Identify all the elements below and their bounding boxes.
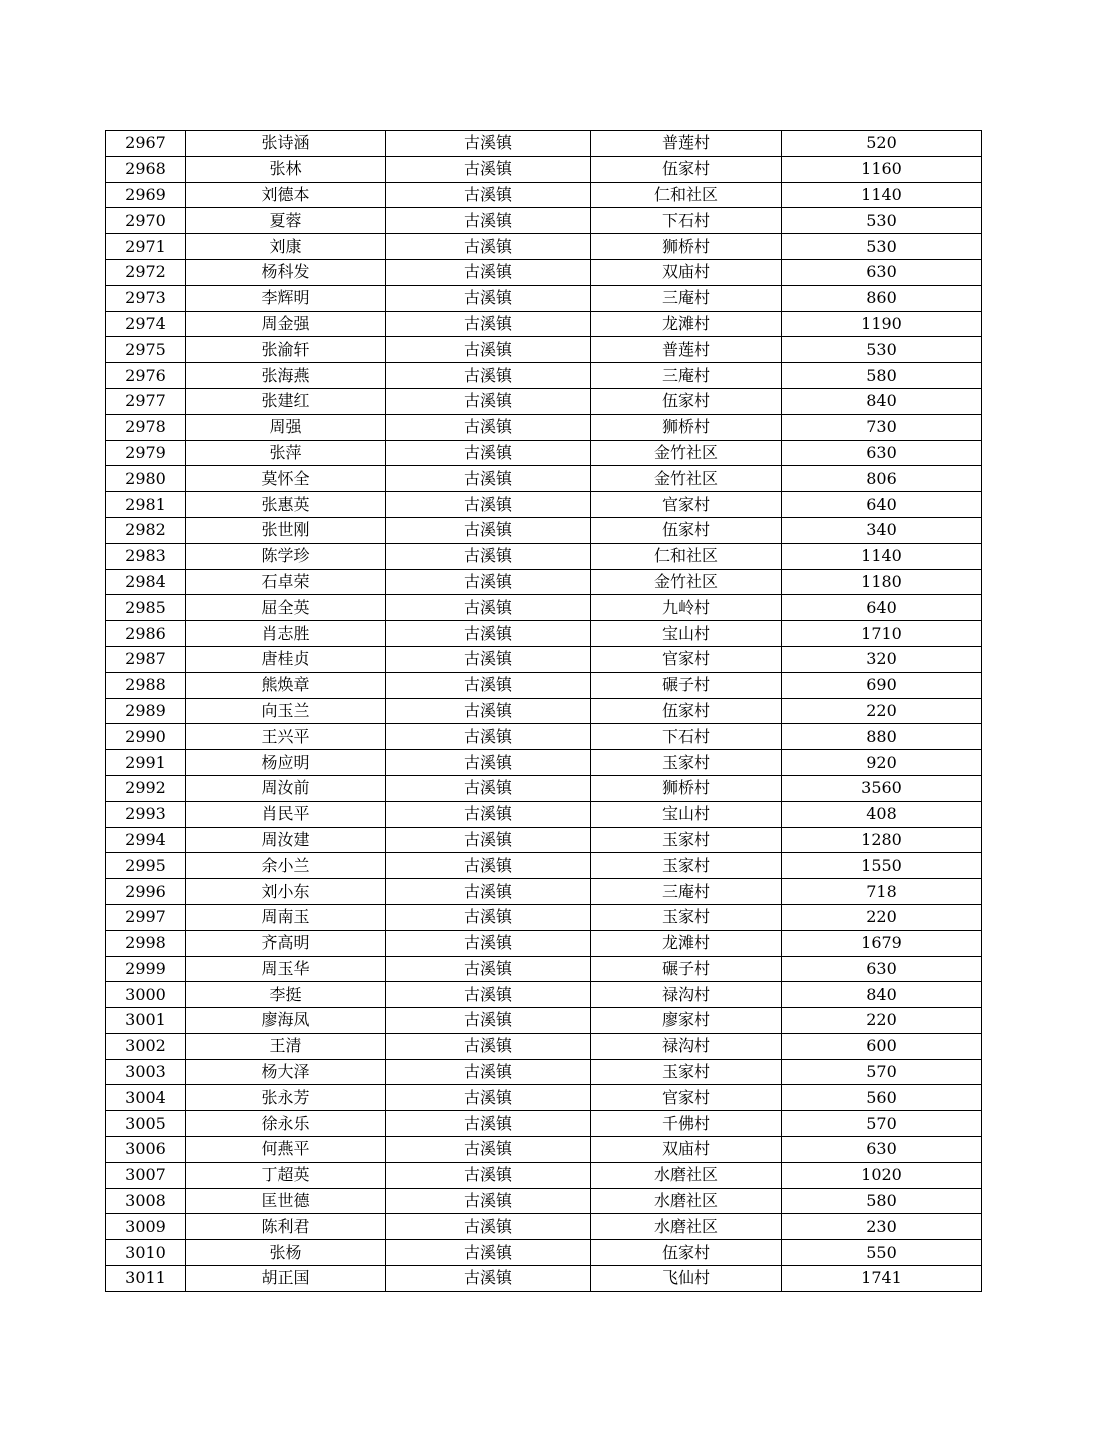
table-row [106, 337, 982, 363]
cell-name: 夏蓉 [186, 208, 386, 234]
cell-number: 2976 [106, 363, 186, 389]
cell-number: 2975 [106, 337, 186, 363]
cell-name: 张杨 [186, 1240, 386, 1266]
cell-town: 古溪镇 [386, 285, 591, 311]
cell-village: 金竹社区 [591, 466, 782, 492]
cell-name: 王清 [186, 1033, 386, 1059]
cell-village: 水磨社区 [591, 1214, 782, 1240]
cell-town: 古溪镇 [386, 595, 591, 621]
cell-amount: 570 [782, 1059, 982, 1085]
cell-number: 2990 [106, 724, 186, 750]
cell-village: 官家村 [591, 646, 782, 672]
cell-town: 古溪镇 [386, 311, 591, 337]
cell-name: 徐永乐 [186, 1111, 386, 1137]
table-row [106, 543, 982, 569]
cell-village: 普莲村 [591, 337, 782, 363]
table-row [106, 1188, 982, 1214]
cell-amount: 718 [782, 879, 982, 905]
table-row [106, 1137, 982, 1163]
cell-amount: 320 [782, 646, 982, 672]
cell-town: 古溪镇 [386, 853, 591, 879]
cell-name: 胡正国 [186, 1266, 386, 1292]
table-row [106, 1214, 982, 1240]
cell-name: 张渝轩 [186, 337, 386, 363]
table-row [106, 1240, 982, 1266]
cell-town: 古溪镇 [386, 1111, 591, 1137]
cell-name: 周玉华 [186, 956, 386, 982]
table-row [106, 363, 982, 389]
cell-name: 石卓荣 [186, 569, 386, 595]
cell-name: 廖海凤 [186, 1008, 386, 1034]
cell-village: 仁和社区 [591, 543, 782, 569]
cell-town: 古溪镇 [386, 750, 591, 776]
cell-amount: 530 [782, 337, 982, 363]
cell-number: 3004 [106, 1085, 186, 1111]
cell-village: 三庵村 [591, 285, 782, 311]
cell-town: 古溪镇 [386, 724, 591, 750]
table-row [106, 775, 982, 801]
cell-town: 古溪镇 [386, 234, 591, 260]
cell-village: 碾子村 [591, 956, 782, 982]
cell-name: 刘康 [186, 234, 386, 260]
table-row [106, 724, 982, 750]
cell-village: 玉家村 [591, 827, 782, 853]
table-row [106, 1162, 982, 1188]
cell-amount: 840 [782, 388, 982, 414]
cell-number: 2993 [106, 801, 186, 827]
cell-name: 张永芳 [186, 1085, 386, 1111]
table-row [106, 750, 982, 776]
cell-name: 张萍 [186, 440, 386, 466]
cell-town: 古溪镇 [386, 1162, 591, 1188]
table-row [106, 621, 982, 647]
cell-amount: 1190 [782, 311, 982, 337]
cell-amount: 220 [782, 904, 982, 930]
cell-number: 2992 [106, 775, 186, 801]
cell-name: 张海燕 [186, 363, 386, 389]
cell-amount: 220 [782, 1008, 982, 1034]
cell-number: 2985 [106, 595, 186, 621]
cell-town: 古溪镇 [386, 131, 591, 157]
table-row [106, 853, 982, 879]
table-row [106, 1085, 982, 1111]
cell-amount: 1280 [782, 827, 982, 853]
cell-name: 刘小东 [186, 879, 386, 905]
cell-village: 仁和社区 [591, 182, 782, 208]
cell-village: 水磨社区 [591, 1162, 782, 1188]
table-row [106, 827, 982, 853]
cell-town: 古溪镇 [386, 1214, 591, 1240]
table-row [106, 672, 982, 698]
cell-village: 三庵村 [591, 879, 782, 905]
table-row [106, 1033, 982, 1059]
cell-name: 周汝前 [186, 775, 386, 801]
cell-town: 古溪镇 [386, 621, 591, 647]
cell-number: 3005 [106, 1111, 186, 1137]
cell-village: 玉家村 [591, 853, 782, 879]
cell-town: 古溪镇 [386, 904, 591, 930]
cell-number: 2969 [106, 182, 186, 208]
cell-name: 周汝建 [186, 827, 386, 853]
cell-number: 2981 [106, 492, 186, 518]
cell-number: 2982 [106, 517, 186, 543]
cell-name: 余小兰 [186, 853, 386, 879]
cell-town: 古溪镇 [386, 517, 591, 543]
cell-amount: 630 [782, 440, 982, 466]
cell-village: 玉家村 [591, 750, 782, 776]
cell-town: 古溪镇 [386, 956, 591, 982]
cell-village: 普莲村 [591, 131, 782, 157]
cell-village: 金竹社区 [591, 440, 782, 466]
cell-number: 3007 [106, 1162, 186, 1188]
cell-village: 水磨社区 [591, 1188, 782, 1214]
records-table [105, 130, 982, 1292]
cell-town: 古溪镇 [386, 182, 591, 208]
cell-amount: 730 [782, 414, 982, 440]
cell-town: 古溪镇 [386, 363, 591, 389]
cell-town: 古溪镇 [386, 672, 591, 698]
cell-village: 宝山村 [591, 801, 782, 827]
cell-town: 古溪镇 [386, 1008, 591, 1034]
cell-amount: 1140 [782, 182, 982, 208]
cell-village: 飞仙村 [591, 1266, 782, 1292]
cell-name: 周金强 [186, 311, 386, 337]
cell-village: 三庵村 [591, 363, 782, 389]
cell-village: 官家村 [591, 1085, 782, 1111]
cell-amount: 880 [782, 724, 982, 750]
cell-number: 3006 [106, 1137, 186, 1163]
table-row [106, 879, 982, 905]
table-row [106, 1266, 982, 1292]
cell-number: 3010 [106, 1240, 186, 1266]
table-row [106, 259, 982, 285]
cell-village: 玉家村 [591, 904, 782, 930]
cell-number: 2983 [106, 543, 186, 569]
cell-number: 2970 [106, 208, 186, 234]
cell-number: 2972 [106, 259, 186, 285]
cell-amount: 340 [782, 517, 982, 543]
table-row [106, 698, 982, 724]
table-row [106, 388, 982, 414]
cell-amount: 630 [782, 1137, 982, 1163]
cell-name: 周南玉 [186, 904, 386, 930]
table-row [106, 1008, 982, 1034]
cell-amount: 230 [782, 1214, 982, 1240]
cell-name: 陈学珍 [186, 543, 386, 569]
cell-number: 3008 [106, 1188, 186, 1214]
cell-amount: 600 [782, 1033, 982, 1059]
cell-name: 张林 [186, 156, 386, 182]
table-row [106, 311, 982, 337]
cell-name: 齐高明 [186, 930, 386, 956]
cell-village: 官家村 [591, 492, 782, 518]
cell-name: 肖民平 [186, 801, 386, 827]
table-row [106, 569, 982, 595]
table-row [106, 440, 982, 466]
cell-town: 古溪镇 [386, 1137, 591, 1163]
cell-number: 3003 [106, 1059, 186, 1085]
cell-town: 古溪镇 [386, 698, 591, 724]
cell-village: 碾子村 [591, 672, 782, 698]
cell-amount: 1160 [782, 156, 982, 182]
cell-town: 古溪镇 [386, 1188, 591, 1214]
cell-number: 2987 [106, 646, 186, 672]
cell-town: 古溪镇 [386, 646, 591, 672]
table-body [106, 131, 982, 1292]
cell-number: 3001 [106, 1008, 186, 1034]
cell-town: 古溪镇 [386, 827, 591, 853]
cell-town: 古溪镇 [386, 801, 591, 827]
cell-amount: 630 [782, 956, 982, 982]
cell-amount: 690 [782, 672, 982, 698]
cell-name: 熊焕章 [186, 672, 386, 698]
cell-town: 古溪镇 [386, 930, 591, 956]
cell-town: 古溪镇 [386, 1240, 591, 1266]
cell-village: 伍家村 [591, 388, 782, 414]
cell-village: 龙滩村 [591, 311, 782, 337]
cell-number: 3009 [106, 1214, 186, 1240]
cell-number: 2967 [106, 131, 186, 157]
cell-name: 李挺 [186, 982, 386, 1008]
cell-number: 3000 [106, 982, 186, 1008]
cell-amount: 1020 [782, 1162, 982, 1188]
cell-amount: 806 [782, 466, 982, 492]
table-row [106, 492, 982, 518]
cell-amount: 520 [782, 131, 982, 157]
table-row [106, 1059, 982, 1085]
cell-number: 2973 [106, 285, 186, 311]
cell-amount: 570 [782, 1111, 982, 1137]
cell-town: 古溪镇 [386, 1033, 591, 1059]
cell-amount: 630 [782, 259, 982, 285]
cell-town: 古溪镇 [386, 982, 591, 1008]
cell-name: 唐桂贞 [186, 646, 386, 672]
cell-village: 玉家村 [591, 1059, 782, 1085]
cell-town: 古溪镇 [386, 466, 591, 492]
cell-amount: 530 [782, 234, 982, 260]
cell-name: 屈全英 [186, 595, 386, 621]
cell-number: 2978 [106, 414, 186, 440]
cell-amount: 3560 [782, 775, 982, 801]
cell-village: 狮桥村 [591, 775, 782, 801]
cell-name: 杨科发 [186, 259, 386, 285]
cell-town: 古溪镇 [386, 1085, 591, 1111]
cell-name: 张惠英 [186, 492, 386, 518]
cell-number: 2979 [106, 440, 186, 466]
cell-number: 2980 [106, 466, 186, 492]
table-row [106, 208, 982, 234]
cell-name: 陈利君 [186, 1214, 386, 1240]
cell-village: 禄沟村 [591, 1033, 782, 1059]
cell-amount: 580 [782, 363, 982, 389]
cell-number: 2995 [106, 853, 186, 879]
cell-amount: 580 [782, 1188, 982, 1214]
cell-number: 2989 [106, 698, 186, 724]
cell-number: 2974 [106, 311, 186, 337]
cell-village: 伍家村 [591, 156, 782, 182]
cell-village: 双庙村 [591, 259, 782, 285]
cell-amount: 1180 [782, 569, 982, 595]
cell-town: 古溪镇 [386, 440, 591, 466]
cell-village: 宝山村 [591, 621, 782, 647]
table-row [106, 801, 982, 827]
cell-name: 杨大泽 [186, 1059, 386, 1085]
cell-number: 2988 [106, 672, 186, 698]
cell-amount: 560 [782, 1085, 982, 1111]
cell-amount: 640 [782, 595, 982, 621]
cell-number: 2997 [106, 904, 186, 930]
table-row [106, 1111, 982, 1137]
cell-amount: 220 [782, 698, 982, 724]
cell-amount: 640 [782, 492, 982, 518]
table-row [106, 517, 982, 543]
cell-number: 2977 [106, 388, 186, 414]
cell-town: 古溪镇 [386, 1266, 591, 1292]
table-row [106, 956, 982, 982]
cell-village: 禄沟村 [591, 982, 782, 1008]
cell-name: 张建红 [186, 388, 386, 414]
table-row [106, 285, 982, 311]
cell-name: 李辉明 [186, 285, 386, 311]
cell-number: 3002 [106, 1033, 186, 1059]
cell-town: 古溪镇 [386, 414, 591, 440]
table-row [106, 646, 982, 672]
cell-amount: 860 [782, 285, 982, 311]
cell-number: 3011 [106, 1266, 186, 1292]
cell-village: 双庙村 [591, 1137, 782, 1163]
cell-name: 肖志胜 [186, 621, 386, 647]
cell-town: 古溪镇 [386, 879, 591, 905]
cell-village: 龙滩村 [591, 930, 782, 956]
cell-amount: 1741 [782, 1266, 982, 1292]
table-row [106, 930, 982, 956]
cell-town: 古溪镇 [386, 492, 591, 518]
cell-amount: 530 [782, 208, 982, 234]
cell-town: 古溪镇 [386, 569, 591, 595]
cell-town: 古溪镇 [386, 1059, 591, 1085]
cell-town: 古溪镇 [386, 156, 591, 182]
cell-number: 2971 [106, 234, 186, 260]
cell-village: 九岭村 [591, 595, 782, 621]
cell-amount: 920 [782, 750, 982, 776]
cell-number: 2999 [106, 956, 186, 982]
cell-village: 下石村 [591, 208, 782, 234]
cell-village: 狮桥村 [591, 414, 782, 440]
cell-name: 周强 [186, 414, 386, 440]
cell-name: 张诗涵 [186, 131, 386, 157]
cell-town: 古溪镇 [386, 208, 591, 234]
cell-name: 王兴平 [186, 724, 386, 750]
cell-town: 古溪镇 [386, 543, 591, 569]
table-row [106, 466, 982, 492]
cell-name: 张世刚 [186, 517, 386, 543]
cell-number: 2994 [106, 827, 186, 853]
cell-number: 2968 [106, 156, 186, 182]
cell-village: 伍家村 [591, 698, 782, 724]
cell-village: 千佛村 [591, 1111, 782, 1137]
cell-name: 杨应明 [186, 750, 386, 776]
cell-amount: 840 [782, 982, 982, 1008]
cell-town: 古溪镇 [386, 388, 591, 414]
cell-village: 廖家村 [591, 1008, 782, 1034]
cell-amount: 1710 [782, 621, 982, 647]
cell-number: 2991 [106, 750, 186, 776]
table-row [106, 234, 982, 260]
cell-village: 伍家村 [591, 517, 782, 543]
cell-town: 古溪镇 [386, 775, 591, 801]
cell-amount: 1550 [782, 853, 982, 879]
cell-name: 刘德本 [186, 182, 386, 208]
cell-town: 古溪镇 [386, 337, 591, 363]
cell-name: 丁超英 [186, 1162, 386, 1188]
cell-village: 金竹社区 [591, 569, 782, 595]
table-row [106, 156, 982, 182]
cell-name: 何燕平 [186, 1137, 386, 1163]
table-row [106, 182, 982, 208]
cell-amount: 1140 [782, 543, 982, 569]
cell-village: 下石村 [591, 724, 782, 750]
cell-town: 古溪镇 [386, 259, 591, 285]
cell-village: 狮桥村 [591, 234, 782, 260]
cell-number: 2986 [106, 621, 186, 647]
table-row [106, 595, 982, 621]
cell-number: 2998 [106, 930, 186, 956]
cell-number: 2984 [106, 569, 186, 595]
table-row [106, 982, 982, 1008]
cell-name: 向玉兰 [186, 698, 386, 724]
cell-number: 2996 [106, 879, 186, 905]
cell-amount: 1679 [782, 930, 982, 956]
cell-amount: 408 [782, 801, 982, 827]
table-row [106, 904, 982, 930]
cell-name: 匡世德 [186, 1188, 386, 1214]
cell-amount: 550 [782, 1240, 982, 1266]
cell-name: 莫怀全 [186, 466, 386, 492]
table-row [106, 131, 982, 157]
cell-village: 伍家村 [591, 1240, 782, 1266]
table-row [106, 414, 982, 440]
